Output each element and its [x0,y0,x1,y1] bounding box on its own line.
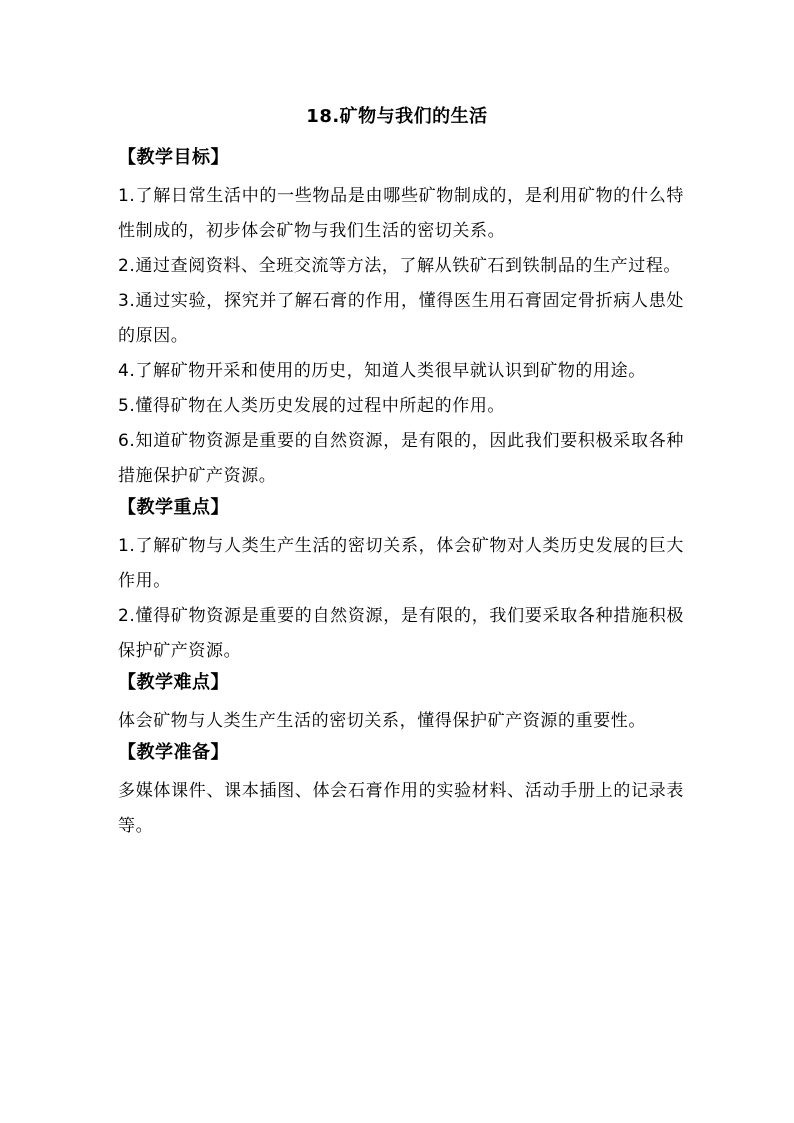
preparation-item-1: 多媒体课件、课本插图、体会石膏作用的实验材料、活动手册上的记录表等。 [118,781,684,836]
difficulty-item-1: 体会矿物与人类生产生活的密切关系，懂得保护矿产资源的重要性。 [118,711,646,731]
document-body [118,144,684,844]
objective-item-5: 5.懂得矿物在人类历史发展的过程中所起的作用。 [118,396,506,416]
section-objectives [118,144,684,494]
objective-item-1: 1.了解日常生活中的一些物品是由哪些矿物制成的，是利用矿物的什么特性制成的，初步体会矿物与我们生活的密切关系。 [118,186,684,241]
section-preparation [118,739,684,844]
key-point-item-1: 1.了解矿物与人类生产生活的密切关系，体会矿物对人类历史发展的巨大作用。 [118,536,684,591]
objective-item-6: 6.知道矿物资源是重要的自然资源，是有限的，因此我们要积极采取各种措施保护矿产资源。 [118,431,684,486]
objective-item-4: 4.了解矿物开采和使用的历史，知道人类很早就认识到矿物的用途。 [118,361,646,381]
document-title: 18.矿物与我们的生活 [306,106,488,127]
section-heading: 【教学准备】 [118,742,229,763]
section-difficulties [118,669,684,739]
objective-item-3: 3.通过实验，探究并了解石膏的作用，懂得医生用石膏固定骨折病人患处的原因。 [118,291,684,346]
section-heading: 【教学难点】 [118,672,229,693]
key-point-item-2: 2.懂得矿物资源是重要的自然资源，是有限的，我们要采取各种措施积极保护矿产资源。 [118,606,684,661]
section-heading: 【教学重点】 [118,497,229,518]
section-heading: 【教学目标】 [118,147,229,168]
section-key-points [118,494,684,669]
objective-item-2: 2.通过查阅资料、全班交流等方法，了解从铁矿石到铁制品的生产过程。 [118,256,682,276]
